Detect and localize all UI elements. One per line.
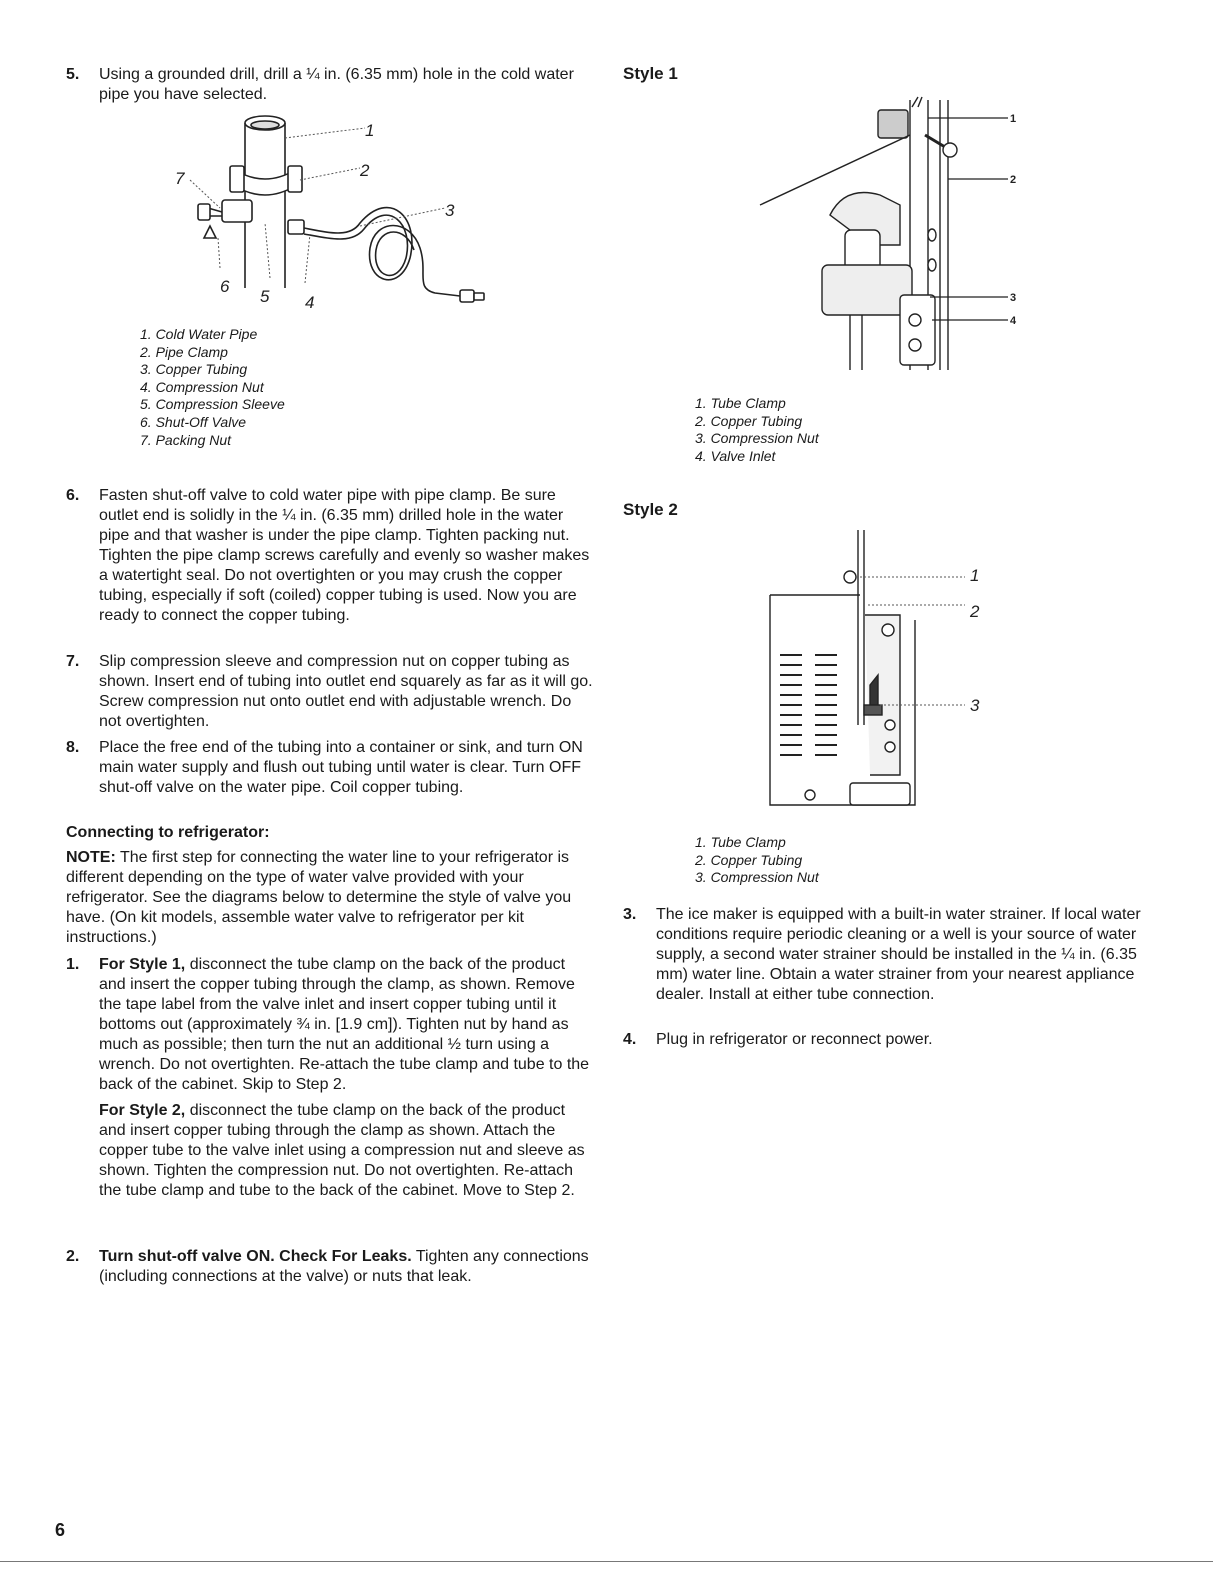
- step-number: 8.: [66, 739, 80, 756]
- step-text: [99, 955, 596, 1095]
- style2-caption: [695, 834, 819, 887]
- connecting-section: [66, 823, 591, 948]
- step-text: The ice maker is equipped with a built-in water strainer. If local water conditions require periodic cleaning or a well is your source of water supply, a second water strainer should be installed in the ¼ in. (6.35 mm) water line. Obtain a water strainer from your nearest appliance dealer. Install at either tube connection.: [656, 906, 1141, 1003]
- caption-line: 5. Compression Sleeve: [140, 396, 285, 413]
- caption-line: 4. Compression Nut: [140, 378, 264, 395]
- style2-label-3: 3: [970, 696, 980, 715]
- step-text: Using a grounded drill, drill a ¼ in. (6.35 mm) hole in the cold water pipe you have selected.: [99, 66, 574, 103]
- style1-label-3: 3: [1010, 292, 1017, 304]
- style2-valve-diagram: [760, 525, 1000, 815]
- style1-label-1: 1: [1010, 113, 1017, 125]
- fig1-caption: [140, 326, 285, 449]
- style2-paragraph: [99, 1101, 596, 1201]
- step-text: Slip compression sleeve and compression nut on copper tubing as shown. Insert end of tubing into outlet end squarely as far as it will go. Screw compression nut onto outlet end with adjustable wrench. Do not overtighten.: [99, 653, 593, 730]
- caption-line: 4. Valve Inlet: [695, 447, 776, 464]
- step-number: 2.: [66, 1248, 80, 1265]
- step-7: [66, 652, 596, 732]
- step-number: 4.: [623, 1031, 637, 1048]
- caption-line: 6. Shut-Off Valve: [140, 413, 247, 430]
- step-number: 6.: [66, 487, 80, 504]
- fig1-label-2: 2: [360, 161, 370, 180]
- step-text: Place the free end of the tubing into a container or sink, and turn ON main water supply and flush out tubing until water is clear. Turn OFF shut-off valve on the water pipe. Coil copper tubing.: [99, 739, 583, 796]
- style2-label-2: 2: [970, 602, 980, 621]
- fig1-label-6: 6: [220, 277, 230, 296]
- step-text: Plug in refrigerator or reconnect power.: [656, 1031, 933, 1048]
- note-text: The first step for connecting the water line to your refrigerator is different depending on the type of water valve provided with your refrigerator. See the diagrams below to determine the style of valve you have. (On kit models, assemble water valve to refrigerator per kit instructions.): [66, 849, 572, 946]
- bottom-rule: [0, 1561, 1213, 1562]
- caption-line: 1. Tube Clamp: [695, 834, 786, 850]
- fig1-label-3: 3: [445, 201, 455, 220]
- refrigerator-step-2: [66, 1247, 596, 1287]
- style1-title: Style 1: [623, 64, 678, 83]
- step-number: 5.: [66, 66, 80, 83]
- step-body: Tighten any connections (including connections at the valve) or nuts that leak.: [99, 1248, 589, 1285]
- step-text: Fasten shut-off valve to cold water pipe with pipe clamp. Be sure outlet end is solidly in the ¼ in. (6.35 mm) drilled hole in the water pipe and that washer is under the pipe clamp. Tighten packing nut. Tighten the pipe clamp screws carefully and evenly so washer makes a watertight seal. Do not overtighten or you may crush the copper tubing, especially if soft (coiled) copper tubing is used. Now you are ready to connect the copper tubing.: [99, 487, 590, 624]
- step-3: [623, 905, 1143, 1005]
- section-heading: Connecting to refrigerator:: [66, 824, 270, 841]
- caption-line: 1. Tube Clamp: [695, 395, 786, 411]
- style1-label-2: 2: [1010, 174, 1017, 186]
- note-label: NOTE:: [66, 849, 116, 866]
- style1-valve-diagram: [750, 95, 1040, 380]
- page-number: 6: [55, 1520, 66, 1540]
- refrigerator-step-1: [66, 955, 596, 1201]
- step-5: [66, 65, 596, 105]
- caption-line: 2. Copper Tubing: [695, 412, 803, 429]
- step-6: [66, 486, 596, 626]
- caption-line: 3. Copper Tubing: [140, 361, 248, 378]
- fig1-label-5: 5: [260, 287, 270, 306]
- step-text: [99, 1247, 596, 1287]
- note-paragraph: [66, 848, 591, 948]
- style2-text: disconnect the tube clamp on the back of the product and insert copper tubing through the clamp as shown. Attach the copper tube to the valve inlet using a compression nut and sleeve as shown. Tighten the compression nut. Do not overtighten. Re-attach the tube clamp and tube to the back of the cabinet. Move to Step 2.: [99, 1102, 585, 1199]
- shutoff-valve-diagram: [160, 108, 500, 318]
- caption-line: 2. Pipe Clamp: [140, 343, 228, 360]
- caption-line: 2. Copper Tubing: [695, 851, 803, 868]
- style1-caption: [695, 395, 819, 465]
- style1-lead: For Style 1,: [99, 956, 186, 973]
- style1-text: disconnect the tube clamp on the back of the product and insert the copper tubing through the clamp, as shown. Remove the tape label from the valve inlet and insert copper tubing until it bottoms out (approximately ¾ in. [1.9 cm]). Tighten nut by hand as much as possible; then turn the nut an additional ½ turn using a wrench. Do not overtighten. Re-attach the tube clamp and tube to the back of the cabinet. Skip to Step 2.: [99, 956, 590, 1093]
- fig1-label-1: 1: [365, 121, 375, 140]
- step-4: [623, 1030, 1143, 1050]
- step-number: 1.: [66, 956, 80, 973]
- step-number: 3.: [623, 906, 637, 923]
- style2-title: Style 2: [623, 500, 678, 519]
- fig1-label-4: 4: [305, 293, 315, 312]
- fig1-label-7: 7: [175, 169, 185, 188]
- style2-label-1: 1: [970, 566, 980, 585]
- caption-line: 7. Packing Nut: [140, 431, 232, 448]
- caption-line: 1. Cold Water Pipe: [140, 326, 258, 342]
- caption-line: 3. Compression Nut: [695, 430, 819, 447]
- step-8: [66, 738, 596, 798]
- style1-label-4: 4: [1010, 315, 1017, 327]
- caption-line: 3. Compression Nut: [695, 869, 819, 886]
- step-number: 7.: [66, 653, 80, 670]
- style2-lead: For Style 2,: [99, 1102, 186, 1119]
- step-lead: Turn shut-off valve ON. Check For Leaks.: [99, 1248, 412, 1265]
